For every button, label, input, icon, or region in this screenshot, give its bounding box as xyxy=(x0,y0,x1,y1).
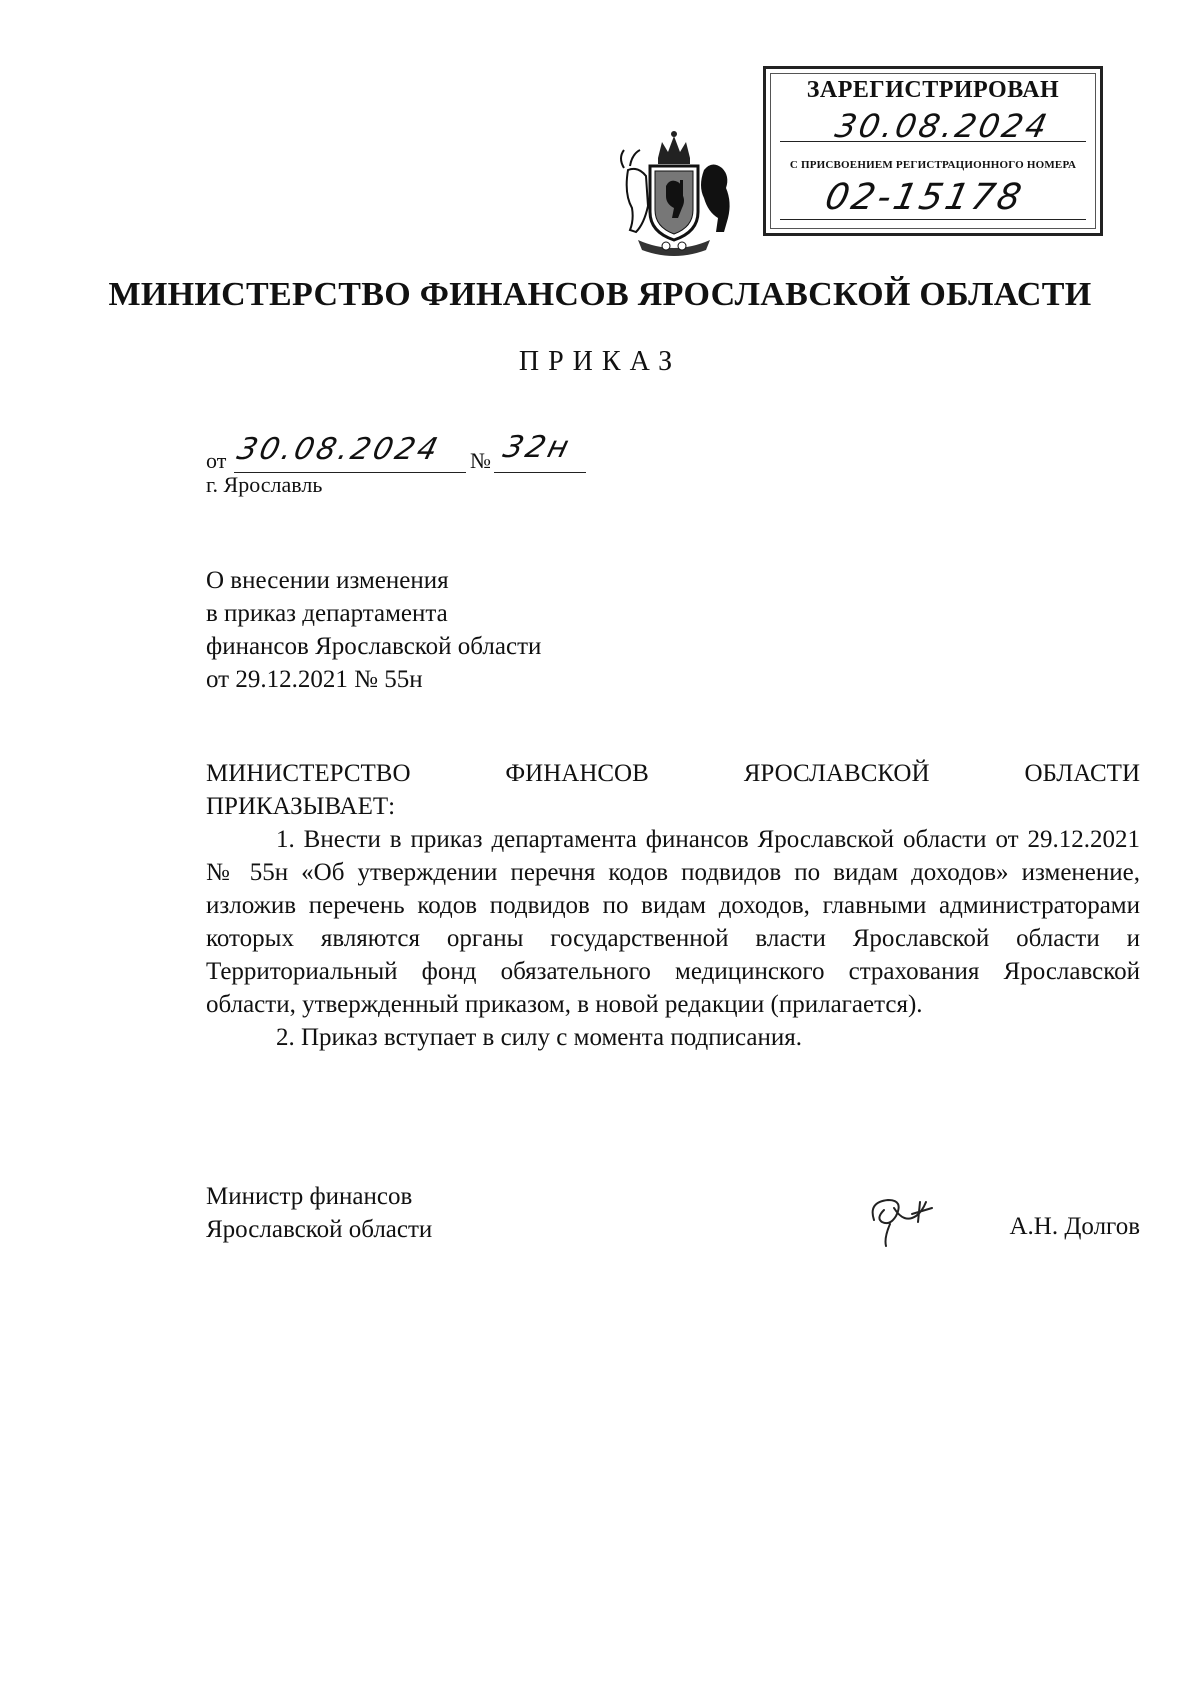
signatory-position xyxy=(206,1180,432,1246)
stamp-date-line xyxy=(780,141,1086,142)
order-preamble: МИНИСТЕРСТВО ФИНАНСОВ ЯРОСЛАВСКОЙ ОБЛАСТИ xyxy=(206,760,1140,787)
subject-line: О внесении изменения xyxy=(206,567,449,594)
subject-block xyxy=(206,564,541,696)
order-body xyxy=(206,757,1140,1054)
stamp-number-line xyxy=(780,219,1086,220)
handwritten-number: 32н xyxy=(499,430,576,465)
registration-stamp xyxy=(763,66,1103,236)
stamp-subtitle: С ПРИСВОЕНИЕМ РЕГИСТРАЦИОННОГО НОМЕРА xyxy=(789,159,1077,171)
stamp-handwritten-date: 30.08.2024 xyxy=(831,107,1054,145)
handwritten-signature-icon xyxy=(860,1190,950,1250)
subject-line: финансов Ярославской области xyxy=(206,633,542,660)
order-item-1: 1. Внести в приказ департамента финансов Ярославской области от 29.12.2021 № 55н «Об утверждении перечня кодов подвидов по видам доходов» изменение, изложив перечень кодов подвидов по видам доходов, главными администраторами которых являются органы государственной власти Ярославской области и Территориальный фонд обязательного медицинского страхования Ярославской области, утвержденный приказом, в новой редакции (прилагается). xyxy=(206,826,1140,1018)
date-label: от xyxy=(206,448,227,473)
order-item-2: 2. Приказ вступает в силу с момента подписания. xyxy=(276,1024,802,1051)
subject-line: в приказ департамента xyxy=(206,600,448,627)
signatory-position-line: Ярославской области xyxy=(206,1216,433,1243)
signatory-name: А.Н. Долгов xyxy=(1009,1213,1140,1240)
city: г. Ярославль xyxy=(206,472,323,497)
order-preamble-verb: ПРИКАЗЫВАЕТ: xyxy=(206,793,396,820)
yaroslavl-coat-of-arms-icon xyxy=(608,128,740,256)
number-underline xyxy=(494,472,586,473)
stamp-handwritten-number: 02-15178 xyxy=(821,177,1028,218)
date-number-row xyxy=(206,430,626,476)
stamp-title: ЗАРЕГИСТРИРОВАН xyxy=(806,77,1060,103)
document-type: ПРИКАЗ xyxy=(518,346,682,377)
number-label: № xyxy=(470,448,491,473)
handwritten-date: 30.08.2024 xyxy=(233,432,445,467)
subject-line: от 29.12.2021 № 55н xyxy=(206,666,423,693)
organization-title: МИНИСТЕРСТВО ФИНАНСОВ ЯРОСЛАВСКОЙ ОБЛАСТИ xyxy=(108,276,1092,313)
signatory-position-line: Министр финансов xyxy=(206,1183,413,1210)
